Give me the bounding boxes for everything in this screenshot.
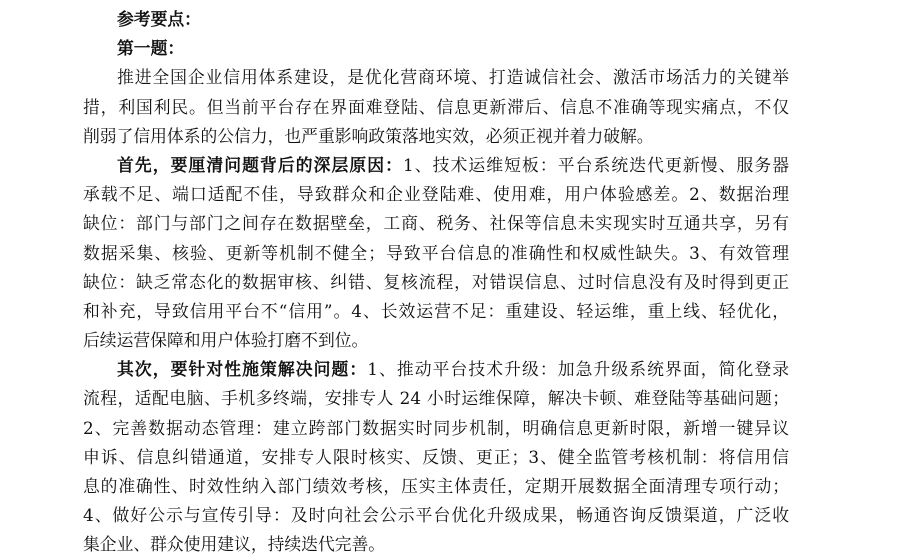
section-heading: 参考要点： <box>117 9 201 29</box>
paragraph-causes <box>83 151 789 355</box>
paragraph-line: 集企业、群众使用建议，持续迭代完善。 <box>83 534 386 555</box>
paragraph-line: 2、完善数据动态管理：建立跨部门数据实时同步机制，明确信息更新时限，新增一键异议 <box>83 417 789 438</box>
paragraph-line: 申诉、信息纠错通道，安排专人限时核实、反馈、更正；3、健全监管考核机制：将信用信 <box>83 446 789 467</box>
paragraph-lead: 首先，要厘清问题背后的深层原因： <box>117 154 403 175</box>
paragraph-line <box>83 151 789 180</box>
paragraph-line: 4、做好公示与宣传引导：及时向社会公示平台优化升级成果，畅通咨询反馈渠道，广泛收 <box>83 505 789 526</box>
paragraph-line: 缺位：部门与部门之间存在数据壁垒，工商、税务、社保等信息未实现实时互通共享，另有 <box>83 213 789 234</box>
paragraph-line: 缺位：缺乏常态化的数据审核、纠错、复核流程，对错误信息、过时信息没有及时得到更正 <box>83 271 789 292</box>
paragraph-text: 1、技术运维短板：平台系统迭代更新慢、服务器 <box>402 154 789 175</box>
paragraph-line: 推进全国企业信用体系建设，是优化营商环境、打造诚信社会、激活市场活力的关键举 <box>117 67 789 88</box>
paragraph-line: 息的准确性、时效性纳入部门绩效考核，压实主体责任，定期开展数据全面清理专项行动； <box>83 476 789 496</box>
paragraph-intro <box>83 63 789 151</box>
document-body <box>83 5 789 560</box>
paragraph-line: 和补充，导致信用平台不“信用”。4、长效运营不足：重建设、轻运维，重上线、轻优化， <box>83 300 789 321</box>
paragraph-line <box>83 355 789 384</box>
paragraph-lead: 其次，要针对性施策解决问题： <box>117 359 368 380</box>
question-heading: 第一题： <box>117 38 185 59</box>
paragraph-solutions <box>83 355 789 559</box>
paragraph-text: 1、推动平台技术升级：加急升级系统界面，简化登录 <box>367 359 789 380</box>
paragraph-line: 后续运营保障和用户体验打磨不到位。 <box>83 330 369 351</box>
paragraph-line: 数据采集、核验、更新等机制不健全；导致平台信息的准确性和权威性缺失。3、有效管理 <box>83 242 789 263</box>
paragraph-line: 削弱了信用体系的公信力，也严重影响政策落地实效，必须正视并着力破解。 <box>83 125 654 146</box>
paragraph-line: 流程，适配电脑、手机多终端，安排专人 24 小时运维保障，解决卡顿、难登陆等基础问题； <box>83 388 789 409</box>
paragraph-line: 措，利国利民。但当前平台存在界面难登陆、信息更新滞后、信息不准确等现实痛点，不仅 <box>83 96 789 117</box>
paragraph-line: 承载不足、端口适配不佳，导致群众和企业登陆难、使用难，用户体验感差。2、数据治理 <box>83 184 789 205</box>
